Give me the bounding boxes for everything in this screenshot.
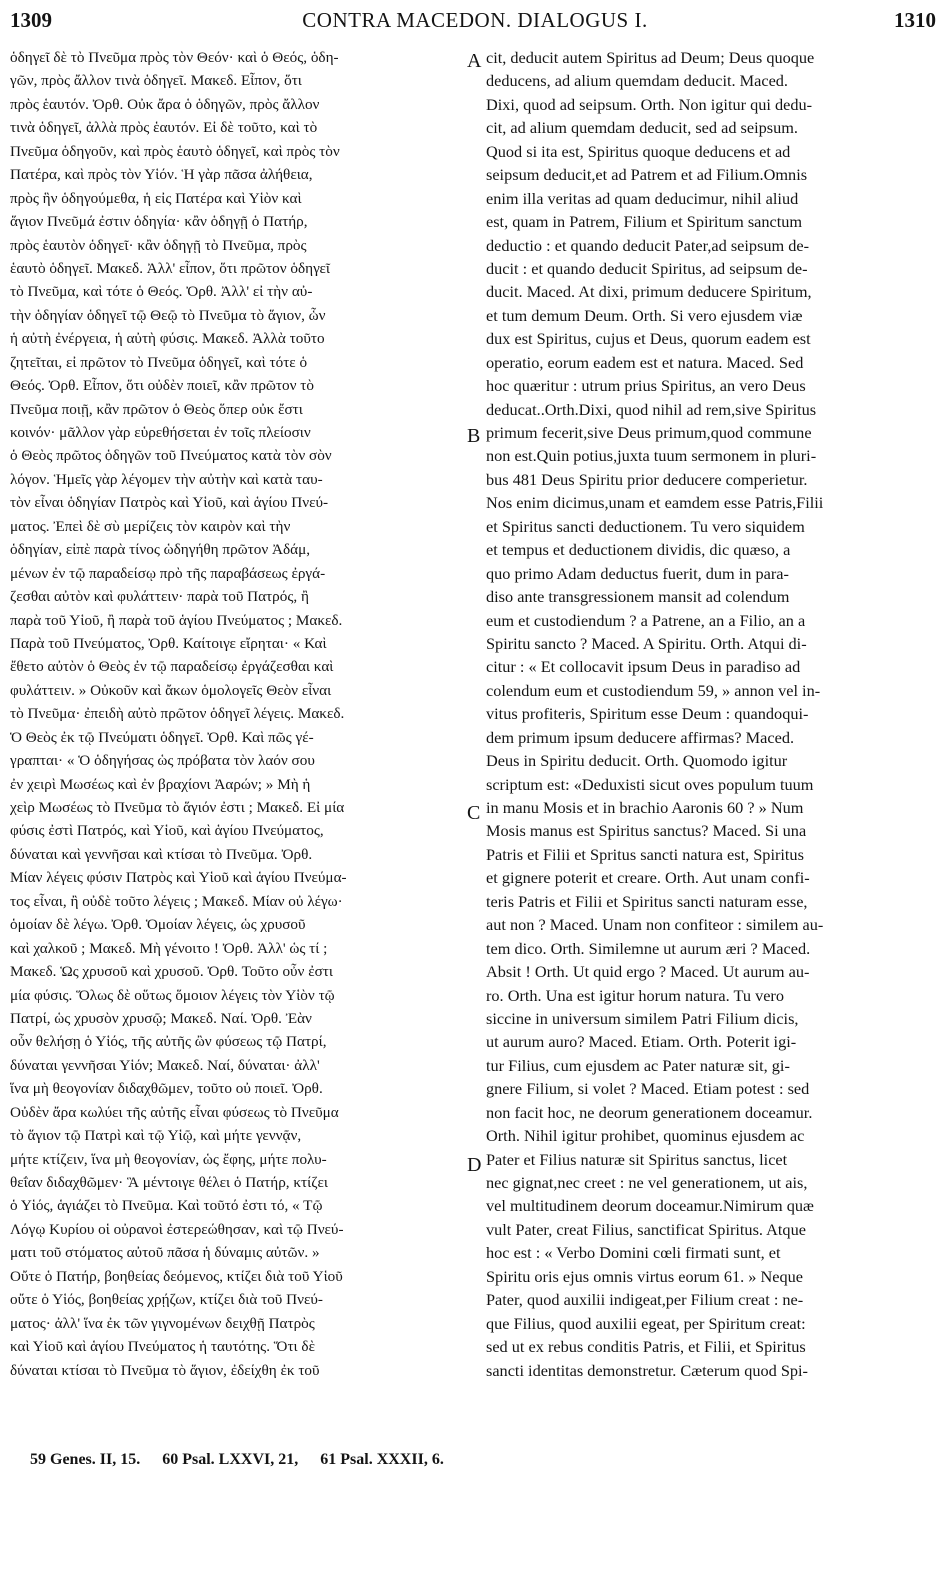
margin-marker-d: D [467,1154,482,1176]
latin-text-line: seipsum deducit,et ad Patrem et ad Filium.Omnis [486,165,808,185]
greek-text-line: Θεός. Ὀρθ. Εἶπον, ὅτι οὐδὲν ποιεῖ, κἂν πρῶτον τὸ [10,377,314,395]
greek-text-line: ἵνα μὴ θεογονίαν διδαχθῶμεν, τοῦτο οὐ ποιεῖ. Ὀρθ. [10,1080,323,1098]
greek-text-line: Παρὰ τοῦ Πνεύματος, Ὀρθ. Καίτοιγε εἴρηται· « Καὶ [10,634,327,652]
greek-text-line: Ὁ Θεὸς ἐκ τῷ Πνεύματι ὁδηγεῖ. Ὀρθ. Καὶ πῶς γέ- [10,728,314,746]
latin-text-line: sed ut ex rebus conditis Patris, et Filii, et Spiritus [486,1337,806,1357]
latin-text-line: et gignere poterit et creare. Orth. Aut unam confi- [486,868,810,888]
greek-text-line: παρὰ τοῦ Υἱοῦ, ἢ παρὰ τοῦ ἁγίου Πνεύματος ; Μακεδ. [10,611,343,629]
greek-text-line: τος εἶναι, ἢ οὐδὲ τοῦτο λέγεις ; Μακεδ. Μίαν οὐ λέγω· [10,892,343,910]
latin-text-line: dux est Spiritus, cujus et Deus, quorum eadem est [486,329,811,349]
greek-text-line: τινὰ ὁδηγεῖ, ἀλλὰ πρὸς ἑαυτόν. Εἰ δὲ τοῦτο, καὶ τὸ [10,119,318,137]
greek-text-line: ματος· ἀλλ' ἵνα ἐκ τῶν γιγνομένων δειχθῇ Πατρὸς [10,1314,315,1332]
latin-text-line: et tempus et deductionem dividis, dic quæso, a [486,540,791,560]
greek-text-line: ἐν χειρὶ Μωσέως καὶ ἐν βραχίονι Ἀαρών; » Μὴ ἡ [10,775,311,793]
greek-text-line: ὁ Θεὸς πρῶτος ὁδηγῶν τοῦ Πνεύματος κατὰ τὸν σὸν [10,447,332,465]
greek-text-line: δύναται καὶ γεννῆσαι καὶ κτίσαι τὸ Πνεῦμα. Ὀρθ. [10,845,313,863]
greek-text-line: μένων ἐν τῷ παραδείσῳ πρὸ τῆς παραβάσεως ἐργά- [10,564,326,582]
latin-text-line: quo primo Adam deductus fuerit, dum in para- [486,563,789,583]
greek-text-line: ὁ Υἱός, ἁγιάζει τὸ Πνεῦμα. Καὶ τοῦτό ἐστι τό, « Τῷ [10,1197,323,1215]
greek-text-line: Λόγῳ Κυρίου οἱ οὐρανοὶ ἐστερεώθησαν, καὶ τῷ Πνεύ- [10,1220,344,1238]
latin-text-line: aut non ? Maced. Unam non confiteor : similem au- [486,915,824,935]
latin-text-line: gnere Filium, si volet ? Maced. Etiam potest : sed [486,1079,810,1099]
latin-text-line: Pater et Filius naturæ sit Spiritus sanctus, licet [486,1149,788,1169]
latin-text-line: tem dico. Orth. Similemne ut aurum æri ? Maced. [486,938,811,958]
greek-text-line: δύναται γεννῆσαι Υἱόν; Μακεδ. Ναί, δύναται· ἀλλ' [10,1056,320,1074]
greek-text-line: πρὸς ἑαυτὸν ὁδηγεῖ· κἂν ὁδηγῇ τὸ Πνεῦμα, πρὸς [10,236,307,254]
running-header [0,8,950,38]
latin-text-line: et tum demum Deum. Orth. Si vero ejusdem viæ [486,305,803,325]
latin-text-line: Nos enim dicimus,unam et eamdem esse Patris,Filii [486,493,824,513]
footnote-59: 59 Genes. II, 15. [30,1451,141,1468]
greek-text-line: ματος. Ἐπεὶ δὲ σὺ μερίζεις τὸν καιρὸν καὶ τὴν [10,517,291,535]
latin-text-line: Spiritu sancto ? Maced. A Spiritu. Orth. Atqui di- [486,633,807,653]
greek-text-line: μία φύσις. Ὅλως δὲ οὕτως ὅμοιον λέγεις τὸν Υἱὸν τῷ [10,986,335,1004]
latin-text-line: cit, deducit autem Spiritus ad Deum; Deus quoque [486,48,815,67]
latin-text-line: ut aurum auro? Maced. Etiam. Orth. Poterit igi- [486,1032,797,1052]
greek-text-line: τὸ Πνεῦμα· ἐπειδὴ αὐτὸ πρῶτον ὁδηγεῖ λέγεις. Μακεδ. [10,705,345,723]
greek-text-line: φύσις ἐστὶ Πατρός, καὶ Υἱοῦ, καὶ ἁγίου Πνεύματος, [10,822,324,840]
footnote-61: 61 Psal. XXXII, 6. [320,1451,444,1468]
latin-text-line: deductio : et quando deducit Pater,ad seipsum de- [486,235,810,255]
greek-text-line: πρὸς ἣν ὁδηγούμεθα, ἡ εἰς Πατέρα καὶ Υἱὸν καὶ [10,189,302,207]
latin-text-line: hoc quæritur : utrum prius Spiritus, an vero Deus [486,376,806,396]
greek-text-line: ζεσθαι αὐτὸν καὶ φυλάττειν· παρὰ τοῦ Πατρός, ἢ [10,588,309,606]
latin-text-line: non facit hoc, ne deorum generationem doceamur. [486,1102,813,1122]
latin-column [486,46,934,1382]
greek-text-line: τὸ ἅγιον τῷ Πατρὶ καὶ τῷ Υἱῷ, καὶ μήτε γεννᾷν, [10,1127,302,1145]
greek-text-line: Πνεῦμα ποιῇ, κἂν πρῶτον ὁ Θεὸς ὅπερ οὐκ ἔστι [10,400,303,418]
greek-text-line: τὸν εἶναι ὁδηγίαν Πατρὸς καὶ Υἱοῦ, καὶ ἁγίου Πνεύ- [10,494,329,512]
latin-text-line: scriptum est: «Deduxisti sicut oves populum tuum [486,774,814,794]
latin-text-line: primum fecerit,sive Deus primum,quod commune [486,423,812,442]
latin-text-line: Mosis manus est Spiritus sanctus? Maced. Si una [486,821,807,841]
footnotes [30,1451,462,1469]
greek-text-line: λόγον. Ἡμεῖς γὰρ λέγομεν τὴν αὐτὴν καὶ κατὰ ταυ- [10,470,323,488]
latin-text-line: hoc est : « Verbo Domini cœli firmati sunt, et [486,1243,781,1263]
greek-text-line: Πνεῦμα ὁδηγοῦν, καὶ πρὸς ἑαυτὸ ὁδηγεῖ, καὶ πρὸς τὸν [10,142,340,160]
greek-text-line: Πατέρα, καὶ πρὸς τὸν Υἱόν. Ἡ γὰρ πᾶσα ἀλήθεια, [10,166,313,184]
greek-text-line: ζητεῖται, εἰ πρῶτον τὸ Πνεῦμα ὁδηγεῖ, καὶ τότε ὁ [10,353,308,371]
latin-text-line: vel multitudinem deorum doceamur.Nimirum quæ [486,1196,814,1216]
latin-text-line: nec gignat,nec creet : ne vel generationem, ut ais, [486,1173,808,1192]
latin-text-line: dem primum ipsum deducere affirmas? Maced. [486,727,795,747]
latin-text-line: Dixi, quod ad seipsum. Orth. Non igitur qui dedu- [486,94,813,114]
latin-text-line: teris Patris et Filii et Spiritus sancti naturam esse, [486,891,808,911]
greek-text-line: ἡ αὐτὴ ἐνέργεια, ἡ αὐτὴ φύσις. Μακεδ. Ἀλλὰ τοῦτο [10,330,325,348]
margin-marker-b: B [467,425,481,447]
page-number-left: 1309 [10,8,52,32]
latin-text-line: siccine in universum similem Patri Filium dicis, [486,1008,799,1028]
greek-text-line: χεὶρ Μωσέως τὸ Πνεῦμα τὸ ἅγιόν ἐστι ; Μακεδ. Εἰ μία [10,799,345,816]
latin-text-line: cit, ad alium quemdam deducit, sed ad seipsum. [486,118,798,138]
latin-text-line: in manu Mosis et in brachio Aaronis 60 ? » Num [486,798,804,817]
latin-text-line: colendum eum et custodiendum 59, » annon vel in- [486,680,821,700]
latin-text-line: tur Filius, cum ejusdem ac Pater naturæ sit, gi- [486,1055,790,1075]
greek-text-line: ἅγιον Πνεῦμά ἐστιν ὁδηγία· κἂν ὁδηγῇ ὁ Πατήρ, [10,213,308,231]
latin-text-line: sancti identitas demonstretur. Cæterum quod Spi- [486,1360,808,1380]
greek-text-line: Οὐδὲν ἄρα κωλύει τῆς αὐτῆς εἶναι φύσεως τὸ Πνεῦμα [10,1103,339,1121]
latin-text-line: vult Pater, creat Filius, sanctificat Spiritus. Atque [486,1219,806,1239]
greek-text-line: φυλάττειν. » Οὐκοῦν καὶ ἄκων ὁμολογεῖς Θεὸν εἶναι [10,681,332,699]
latin-text-line: Absit ! Orth. Ut quid ergo ? Maced. Ut aurum au- [486,962,810,982]
latin-text-line: Pater, quod auxilii indigeat,per Filium creat : ne- [486,1290,804,1310]
latin-text-line: citur : « Et collocavit ipsum Deus in paradiso ad [486,657,801,677]
greek-text-line: Μακεδ. Ὡς χρυσοῦ καὶ χρυσοῦ. Ὀρθ. Τοῦτο οὖν ἐστι [10,963,333,981]
margin-marker-a: A [467,50,482,72]
greek-text-line: ἑαυτὸ ὁδηγεῖ. Μακεδ. Ἀλλ' εἶπον, ὅτι πρῶτον ὁδηγεῖ [10,259,330,277]
latin-text-line: vitus profiteris, Spiritum esse Deum : quandoqui- [486,704,809,724]
latin-text-line: eum et custodiendum ? a Patrene, an a Filio, an a [486,610,806,630]
greek-text-line: καὶ χαλκοῦ ; Μακεδ. Μὴ γένοιτο ! Ὀρθ. Ἀλλ' ὡς τί ; [10,939,328,957]
latin-text-line: est, quam in Patrem, Filium et Spiritum sanctum [486,212,803,232]
greek-text-line: οὖν θελήσῃ ὁ Υἱός, τῆς αὐτῆς ὢν φύσεως τῷ Πατρί, [10,1033,327,1051]
latin-text-line: ducit : et quando deducit Spiritus, ad seipsum de- [486,258,808,278]
margin-marker-c: C [467,802,481,824]
greek-text-line: Πατρί, ὡς χρυσὸν χρυσῷ; Μακεδ. Ναί. Ὀρθ. Ἐὰν [10,1009,312,1027]
greek-text-line: γῶν, πρὸς ἄλλον τινὰ ὁδηγεῖ. Μακεδ. Εἶπον, ὅτι [10,72,302,90]
greek-text-line: ὁδηγεῖ δὲ τὸ Πνεῦμα πρὸς τὸν Θεόν· καὶ ὁ Θεός, ὁδη- [10,49,339,66]
greek-text-line: τὸ Πνεῦμα, καὶ τότε ὁ Θεός. Ὀρθ. Ἀλλ' εἰ τὴν αὐ- [10,283,313,301]
greek-text-line: οὔτε ὁ Υἱός, βοηθείας χρῄζων, κτίζει διὰ τοῦ Πνεύ- [10,1291,323,1309]
latin-text-line: deducat..Orth.Dixi, quod nihil ad rem,sive Spiritus [486,399,817,419]
greek-text-line: δύναται κτίσαι τὸ Πνεῦμα τὸ ἅγιον, ἐδείχθη ἐκ τοῦ [10,1361,320,1379]
greek-text-line: ὁμοίαν δὲ λέγω. Ὀρθ. Ὁμοίαν λέγεις, ὡς χρυσοῦ [10,916,306,934]
latin-text-line: ro. Orth. Una est igitur horum natura. Tu vero [486,985,784,1005]
latin-text-line: non est.Quin potius,juxta tuum sermonem in pluri- [486,446,817,466]
latin-text-line: diso ante transgressionem mansit ad colendum [486,587,790,607]
greek-text-line: τὴν ὁδηγίαν ὁδηγεῖ τῷ Θεῷ τὸ Πνεῦμα τὸ ἅγιον, ὧν [10,306,326,324]
greek-text-line: καὶ Υἱοῦ καὶ ἁγίου Πνεύματος ἡ ταυτότης. Ὅτι δὲ [10,1338,315,1356]
latin-text-line: que Filius, quod auxilii egeat, per Spiritum creat: [486,1313,806,1333]
page-number-right: 1310 [894,8,936,32]
running-title: CONTRA MACEDON. DIALOGUS I. [302,8,648,32]
latin-text-line: deducens, ad alium quemdam deducit. Maced. [486,71,789,91]
latin-text-line: operatio, eorum eadem est et natura. Maced. Sed [486,352,804,372]
greek-text-line: κοινόν· μᾶλλον γὰρ εὑρεθήσεται ἐν τοῖς πλείοσιν [10,424,311,441]
greek-text-line: γραπται· « Ὁ ὁδηγήσας ὡς πρόβατα τὸν λαόν σου [10,752,315,770]
greek-text-line: Οὔτε ὁ Πατήρ, βοηθείας δεόμενος, κτίζει διὰ τοῦ Υἱοῦ [10,1267,343,1285]
latin-text-line: enim illa veritas ad quam deducimur, nihil aliud [486,188,799,208]
greek-text-line: θεΐαν διδαχθῶμεν· Ἃ μέντοιγε θέλει ὁ Πατήρ, κτίζει [10,1174,328,1191]
greek-text-line: ματι τοῦ στόματος αὐτοῦ πᾶσα ἡ δύναμις αὐτῶν. » [10,1244,320,1262]
latin-text-line: Deus in Spiritu deducit. Orth. Quomodo igitur [486,751,788,771]
latin-text-line: Quod si ita est, Spiritus quoque deducens et ad [486,141,791,161]
greek-text-line: ἔθετο αὐτὸν ὁ Θεὸς ἐν τῷ παραδείσῳ ἐργάζεσθαι καὶ [10,658,334,676]
latin-text-line: et Spiritus sancti deductionem. Tu vero siquidem [486,516,805,536]
greek-text-line: πρὸς ἑαυτόν. Ὀρθ. Οὐκ ἄρα ὁ ὁδηγῶν, πρὸς ἄλλον [10,95,320,113]
latin-text-line: bus 481 Deus Spiritu prior deducere comperietur. [486,469,808,489]
latin-text-line: ducit. Maced. At dixi, primum deducere Spiritum, [486,282,812,302]
greek-text-line: ὁδηγίαν, εἰπὲ παρὰ τίνος ὡδηγήθη πρῶτον Ἀδάμ, [10,541,311,559]
greek-text-line: μήτε κτίζειν, ἵνα μὴ θεογονίαν, ὡς ἔφης, μήτε πολυ- [10,1150,327,1168]
latin-text-line: Orth. Nihil igitur prohibet, quominus ejusdem ac [486,1126,805,1146]
greek-text-line: Μίαν λέγεις φύσιν Πατρὸς καὶ Υἱοῦ καὶ ἁγίου Πνεύμα- [10,869,347,887]
latin-text-line: Spiritu oris ejus omnis virtus eorum 61. » Neque [486,1266,804,1286]
latin-text-line: Patris et Filii et Spritus sancti natura est, Spiritus [486,844,804,864]
footnote-60: 60 Psal. LXXVI, 21, [162,1451,299,1468]
greek-column [10,46,462,1382]
